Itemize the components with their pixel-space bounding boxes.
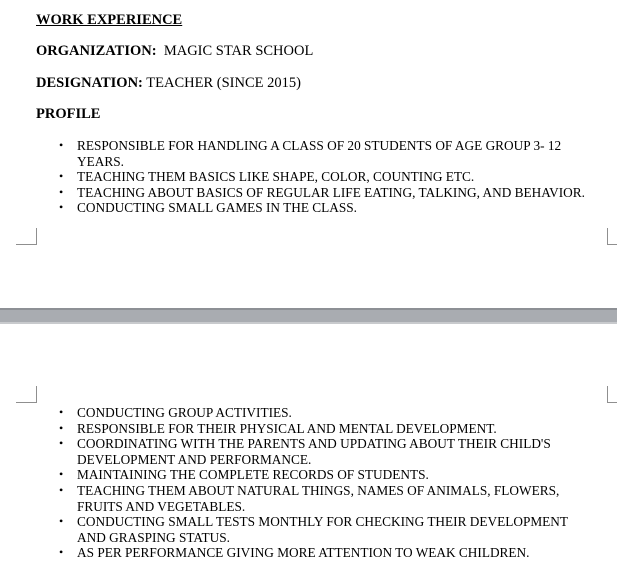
bullet-icon: • — [59, 184, 64, 199]
list-item: • CONDUCTING GROUP ACTIVITIES. — [59, 405, 292, 420]
document-page-2 — [0, 324, 617, 569]
list-item: • TEACHING THEM ABOUT NATURAL THINGS, NAMES OF ANIMALS, FLOWERS, FRUITS AND VEGETABLES. — [59, 482, 560, 514]
page-margin-corner-mark — [607, 228, 617, 245]
organization-line — [36, 43, 313, 59]
list-item: • TEACHING ABOUT BASICS OF REGULAR LIFE EATING, TALKING, AND BEHAVIOR. — [59, 184, 585, 200]
bullet-icon: • — [59, 482, 64, 497]
bullet-icon: • — [59, 169, 64, 184]
bullet-icon: • — [59, 420, 64, 435]
profile-heading: PROFILE — [36, 106, 101, 122]
list-item: • RESPONSIBLE FOR HANDLING A CLASS OF 20 STUDENTS OF AGE GROUP 3- 12 YEARS. — [59, 138, 562, 169]
list-item: • COORDINATING WITH THE PARENTS AND UPDATING ABOUT THEIR CHILD'S DEVELOPMENT AND PERFORMANCE. — [59, 436, 551, 467]
bullet-icon: • — [59, 200, 64, 215]
work-experience-heading: WORK EXPERIENCE — [36, 12, 183, 28]
bullet-icon: • — [59, 514, 64, 529]
bullet-icon: • — [59, 545, 64, 560]
designation-label: DESIGNATION: — [36, 75, 143, 91]
bullet-icon: • — [59, 467, 64, 482]
bullet-icon: • — [59, 405, 64, 419]
organization-value: MAGIC STAR SCHOOL — [163, 43, 314, 59]
profile-list-page-1 — [36, 138, 596, 216]
organization-label: ORGANIZATION: — [36, 43, 157, 59]
list-item: • CONDUCTING SMALL GAMES IN THE CLASS. — [59, 200, 357, 216]
designation-line — [36, 75, 301, 91]
designation-value: TEACHER (SINCE 2015) — [146, 75, 301, 91]
bullet-icon: • — [59, 138, 64, 152]
page-separator — [0, 308, 617, 324]
list-item: • CONDUCTING SMALL TESTS MONTHLY FOR CHECKING THEIR DEVELOPMENT AND GRASPING STATUS. — [59, 514, 568, 545]
list-item: • MAINTAINING THE COMPLETE RECORDS OF STUDENTS. — [59, 467, 429, 483]
bullet-icon: • — [59, 436, 64, 451]
page-margin-corner-mark — [607, 386, 617, 403]
list-item: • AS PER PERFORMANCE GIVING MORE ATTENTION TO WEAK CHILDREN. — [59, 545, 530, 561]
page-margin-corner-mark — [16, 228, 37, 245]
list-item: • RESPONSIBLE FOR THEIR PHYSICAL AND MENTAL DEVELOPMENT. — [59, 420, 497, 436]
page-margin-corner-mark — [16, 386, 37, 403]
profile-list-page-2 — [36, 405, 596, 561]
list-item: • TEACHING THEM BASICS LIKE SHAPE, COLOR, COUNTING ETC. — [59, 169, 475, 185]
